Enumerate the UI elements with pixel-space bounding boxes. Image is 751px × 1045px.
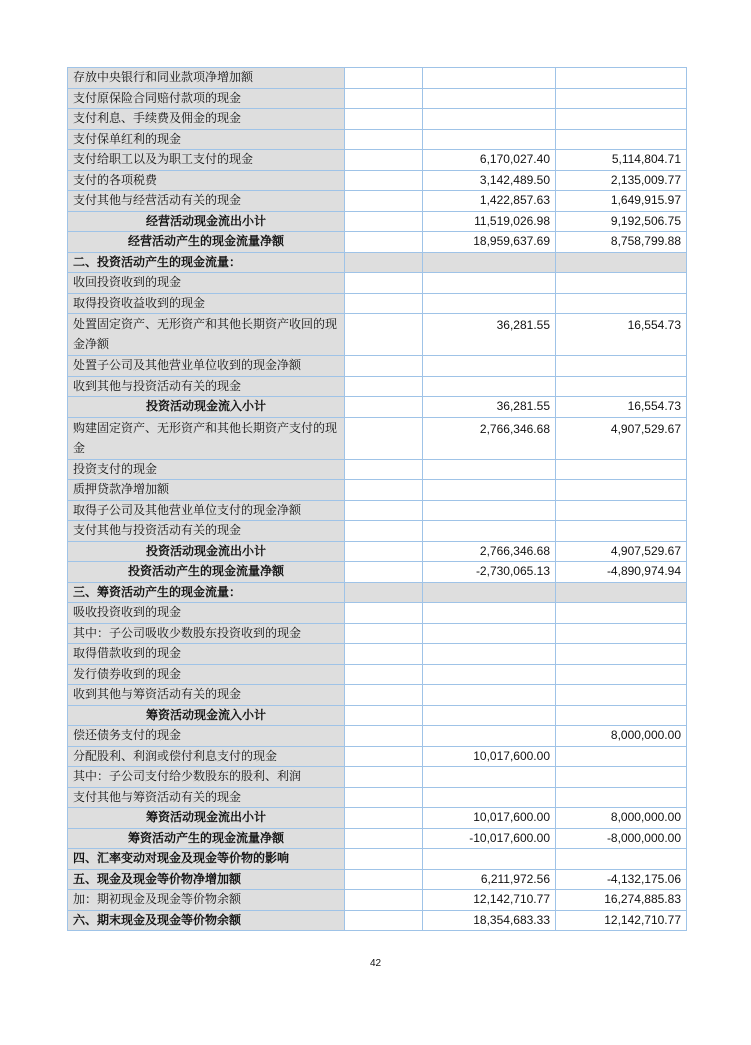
empty-cell (345, 767, 423, 788)
prior-period-value: -4,890,974.94 (556, 562, 687, 583)
empty-cell (345, 726, 423, 747)
prior-period-value: 5,114,804.71 (556, 150, 687, 171)
row-label: 取得投资收益收到的现金 (68, 293, 345, 314)
empty-cell (345, 500, 423, 521)
empty-cell (345, 211, 423, 232)
prior-period-value (556, 252, 687, 273)
row-label: 吸收投资收到的现金 (68, 603, 345, 624)
empty-cell (345, 88, 423, 109)
current-period-value (423, 252, 556, 273)
prior-period-value: 8,000,000.00 (556, 808, 687, 829)
prior-period-value (556, 644, 687, 665)
empty-cell (345, 746, 423, 767)
prior-period-value (556, 603, 687, 624)
table-row (68, 890, 687, 911)
row-label: 支付其他与投资活动有关的现金 (68, 521, 345, 542)
empty-cell (345, 170, 423, 191)
table-row (68, 644, 687, 665)
current-period-value (423, 849, 556, 870)
row-label: 购建固定资产、无形资产和其他长期资产支付的现金 (68, 417, 345, 459)
prior-period-value (556, 480, 687, 501)
current-period-value (423, 68, 556, 89)
empty-cell (345, 623, 423, 644)
row-label: 六、期末现金及现金等价物余额 (68, 910, 345, 931)
prior-period-value (556, 521, 687, 542)
empty-cell (345, 849, 423, 870)
prior-period-value: 9,192,506.75 (556, 211, 687, 232)
table-row (68, 211, 687, 232)
table-row (68, 910, 687, 931)
prior-period-value (556, 356, 687, 377)
current-period-value (423, 459, 556, 480)
table-row (68, 869, 687, 890)
current-period-value (423, 273, 556, 294)
row-label: 支付利息、手续费及佣金的现金 (68, 109, 345, 130)
prior-period-value (556, 459, 687, 480)
table-row (68, 109, 687, 130)
current-period-value (423, 705, 556, 726)
table-row (68, 252, 687, 273)
table-row (68, 376, 687, 397)
prior-period-value: 4,907,529.67 (556, 417, 687, 459)
row-label: 四、汇率变动对现金及现金等价物的影响 (68, 849, 345, 870)
row-label: 支付的各项税费 (68, 170, 345, 191)
empty-cell (345, 417, 423, 459)
empty-cell (345, 397, 423, 418)
empty-cell (345, 521, 423, 542)
row-label: 支付保单红利的现金 (68, 129, 345, 150)
row-label: 投资活动现金流出小计 (68, 541, 345, 562)
prior-period-value: 16,554.73 (556, 397, 687, 418)
prior-period-value: 16,554.73 (556, 314, 687, 356)
table-row (68, 787, 687, 808)
empty-cell (345, 664, 423, 685)
prior-period-value: 2,135,009.77 (556, 170, 687, 191)
row-label: 收到其他与投资活动有关的现金 (68, 376, 345, 397)
table-row (68, 459, 687, 480)
current-period-value (423, 480, 556, 501)
row-label: 筹资活动现金流入小计 (68, 705, 345, 726)
empty-cell (345, 191, 423, 212)
empty-cell (345, 459, 423, 480)
table-row (68, 664, 687, 685)
current-period-value: 18,959,637.69 (423, 232, 556, 253)
empty-cell (345, 603, 423, 624)
current-period-value (423, 356, 556, 377)
prior-period-value (556, 129, 687, 150)
table-row (68, 191, 687, 212)
empty-cell (345, 356, 423, 377)
table-row (68, 314, 687, 356)
table-row (68, 129, 687, 150)
table-row (68, 603, 687, 624)
empty-cell (345, 252, 423, 273)
row-label: 投资活动产生的现金流量净额 (68, 562, 345, 583)
current-period-value (423, 767, 556, 788)
empty-cell (345, 685, 423, 706)
table-row (68, 521, 687, 542)
prior-period-value: -8,000,000.00 (556, 828, 687, 849)
table-row (68, 582, 687, 603)
current-period-value: 36,281.55 (423, 314, 556, 356)
current-period-value (423, 664, 556, 685)
empty-cell (345, 541, 423, 562)
empty-cell (345, 910, 423, 931)
current-period-value (423, 726, 556, 747)
table-row (68, 849, 687, 870)
empty-cell (345, 68, 423, 89)
row-label: 筹资活动现金流出小计 (68, 808, 345, 829)
cash-flow-table (67, 67, 687, 931)
row-label: 取得借款收到的现金 (68, 644, 345, 665)
table-row (68, 828, 687, 849)
row-label: 投资支付的现金 (68, 459, 345, 480)
current-period-value (423, 787, 556, 808)
row-label: 支付原保险合同赔付款项的现金 (68, 88, 345, 109)
row-label: 收到其他与筹资活动有关的现金 (68, 685, 345, 706)
page-number: 42 (369, 958, 382, 969)
table-row (68, 541, 687, 562)
row-label: 收回投资收到的现金 (68, 273, 345, 294)
row-label: 偿还债务支付的现金 (68, 726, 345, 747)
current-period-value: 3,142,489.50 (423, 170, 556, 191)
current-period-value (423, 500, 556, 521)
table-row (68, 480, 687, 501)
prior-period-value (556, 109, 687, 130)
empty-cell (345, 562, 423, 583)
current-period-value (423, 129, 556, 150)
prior-period-value (556, 88, 687, 109)
table-row (68, 273, 687, 294)
prior-period-value: 12,142,710.77 (556, 910, 687, 931)
prior-period-value: 16,274,885.83 (556, 890, 687, 911)
empty-cell (345, 869, 423, 890)
table-row (68, 170, 687, 191)
current-period-value (423, 582, 556, 603)
row-label: 三、筹资活动产生的现金流量： (68, 582, 345, 603)
prior-period-value (556, 376, 687, 397)
prior-period-value: 8,758,799.88 (556, 232, 687, 253)
table-row (68, 767, 687, 788)
row-label: 支付其他与筹资活动有关的现金 (68, 787, 345, 808)
row-label: 取得子公司及其他营业单位支付的现金净额 (68, 500, 345, 521)
row-label: 五、现金及现金等价物净增加额 (68, 869, 345, 890)
current-period-value: -10,017,600.00 (423, 828, 556, 849)
empty-cell (345, 314, 423, 356)
table-row (68, 808, 687, 829)
row-label: 筹资活动产生的现金流量净额 (68, 828, 345, 849)
table-row (68, 417, 687, 459)
row-label: 支付其他与经营活动有关的现金 (68, 191, 345, 212)
current-period-value (423, 685, 556, 706)
prior-period-value (556, 68, 687, 89)
empty-cell (345, 150, 423, 171)
table-row (68, 746, 687, 767)
current-period-value (423, 376, 556, 397)
current-period-value: 18,354,683.33 (423, 910, 556, 931)
row-label: 二、投资活动产生的现金流量： (68, 252, 345, 273)
empty-cell (345, 376, 423, 397)
current-period-value (423, 603, 556, 624)
table-row (68, 293, 687, 314)
table-row (68, 623, 687, 644)
table-row (68, 232, 687, 253)
empty-cell (345, 109, 423, 130)
row-label: 其中：子公司支付给少数股东的股利、利润 (68, 767, 345, 788)
current-period-value (423, 623, 556, 644)
table-row (68, 726, 687, 747)
prior-period-value (556, 746, 687, 767)
table-row (68, 356, 687, 377)
current-period-value: -2,730,065.13 (423, 562, 556, 583)
current-period-value (423, 293, 556, 314)
prior-period-value (556, 623, 687, 644)
current-period-value: 10,017,600.00 (423, 808, 556, 829)
empty-cell (345, 828, 423, 849)
current-period-value: 1,422,857.63 (423, 191, 556, 212)
row-label: 经营活动产生的现金流量净额 (68, 232, 345, 253)
current-period-value: 2,766,346.68 (423, 541, 556, 562)
prior-period-value (556, 273, 687, 294)
current-period-value (423, 644, 556, 665)
current-period-value: 36,281.55 (423, 397, 556, 418)
table-row (68, 685, 687, 706)
row-label: 支付给职工以及为职工支付的现金 (68, 150, 345, 171)
prior-period-value (556, 849, 687, 870)
prior-period-value (556, 293, 687, 314)
empty-cell (345, 705, 423, 726)
row-label: 发行债券收到的现金 (68, 664, 345, 685)
row-label: 存放中央银行和同业款项净增加额 (68, 68, 345, 89)
empty-cell (345, 787, 423, 808)
row-label: 质押贷款净增加额 (68, 480, 345, 501)
current-period-value (423, 521, 556, 542)
prior-period-value (556, 664, 687, 685)
table-row (68, 68, 687, 89)
row-label: 投资活动现金流入小计 (68, 397, 345, 418)
current-period-value (423, 109, 556, 130)
empty-cell (345, 582, 423, 603)
empty-cell (345, 273, 423, 294)
table-row (68, 88, 687, 109)
prior-period-value: 1,649,915.97 (556, 191, 687, 212)
row-label: 处置子公司及其他营业单位收到的现金净额 (68, 356, 345, 377)
empty-cell (345, 480, 423, 501)
empty-cell (345, 644, 423, 665)
prior-period-value (556, 500, 687, 521)
table-row (68, 562, 687, 583)
row-label: 分配股利、利润或偿付利息支付的现金 (68, 746, 345, 767)
prior-period-value (556, 582, 687, 603)
current-period-value: 2,766,346.68 (423, 417, 556, 459)
empty-cell (345, 129, 423, 150)
current-period-value: 10,017,600.00 (423, 746, 556, 767)
current-period-value: 12,142,710.77 (423, 890, 556, 911)
empty-cell (345, 232, 423, 253)
row-label: 处置固定资产、无形资产和其他长期资产收回的现金净额 (68, 314, 345, 356)
empty-cell (345, 293, 423, 314)
current-period-value (423, 88, 556, 109)
prior-period-value (556, 685, 687, 706)
empty-cell (345, 808, 423, 829)
table-row (68, 150, 687, 171)
empty-cell (345, 890, 423, 911)
current-period-value: 11,519,026.98 (423, 211, 556, 232)
prior-period-value: 4,907,529.67 (556, 541, 687, 562)
prior-period-value (556, 767, 687, 788)
row-label: 经营活动现金流出小计 (68, 211, 345, 232)
row-label: 其中：子公司吸收少数股东投资收到的现金 (68, 623, 345, 644)
current-period-value: 6,211,972.56 (423, 869, 556, 890)
cash-flow-table-body (68, 68, 687, 931)
row-label: 加：期初现金及现金等价物余额 (68, 890, 345, 911)
prior-period-value: 8,000,000.00 (556, 726, 687, 747)
prior-period-value (556, 787, 687, 808)
prior-period-value: -4,132,175.06 (556, 869, 687, 890)
table-row (68, 500, 687, 521)
prior-period-value (556, 705, 687, 726)
table-row (68, 705, 687, 726)
table-row (68, 397, 687, 418)
current-period-value: 6,170,027.40 (423, 150, 556, 171)
